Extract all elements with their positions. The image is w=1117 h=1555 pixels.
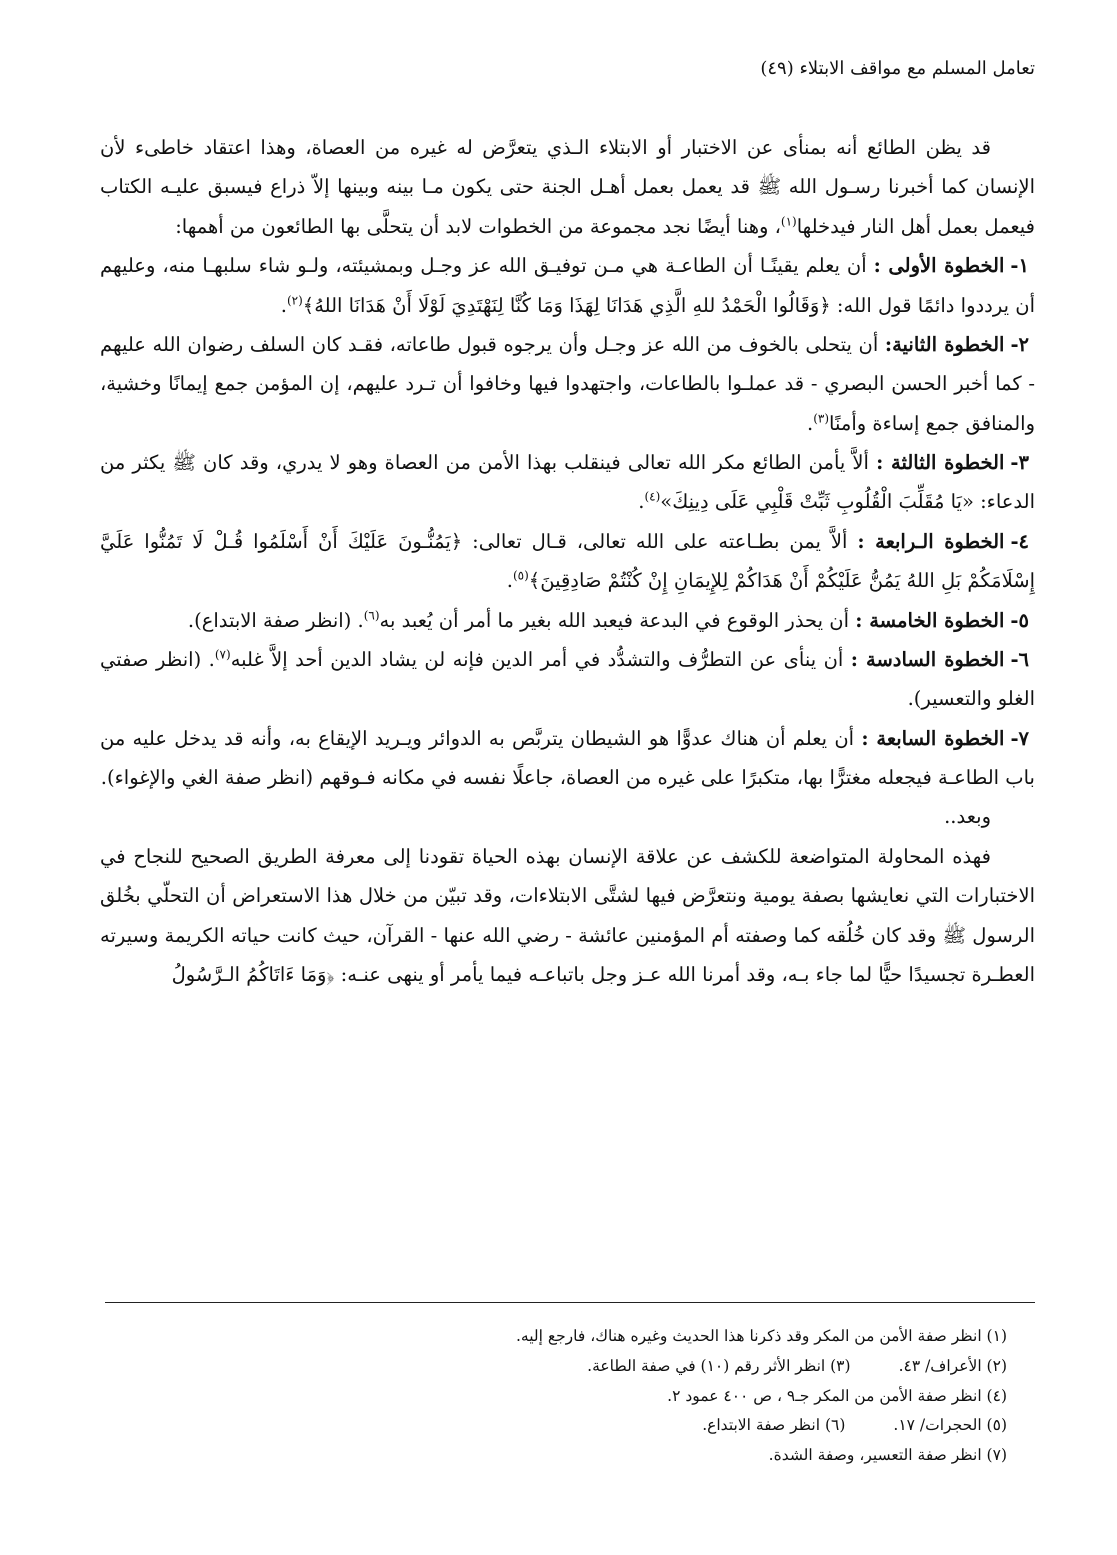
footnote-ref-5[interactable]: (٥) — [512, 568, 529, 583]
footnote-ref-1[interactable]: (١) — [780, 214, 797, 229]
footnote-7: (٧) انظر صفة التعسير، وصفة الشدة. — [768, 1446, 1007, 1464]
step-number: ٧- — [1010, 726, 1030, 750]
footnote-ref-2[interactable]: (٢) — [286, 293, 303, 307]
footnote-6: (٦) انظر صفة الابتداع. — [702, 1416, 846, 1435]
step-title: الخطوة الخامسة : — [855, 608, 1005, 632]
step-title: الخطوة الثالثة : — [876, 451, 1005, 474]
footnote-3: (٣) انظر الأثر رقم (١٠) في صفة الطاعة. — [587, 1356, 851, 1375]
footnotes — [107, 1322, 1007, 1471]
closing-paragraph: فهذه المحاولة المتواضعة للكشف عن علاقة الإنسان بهذه الحياة تقودنا إلى معرفة الطريق الصحيح للنجاح في الاختبارات التي نعايشها بصفة يومية ونتعرَّض فيها لشتَّى الابتلاءات، وقد تبيّن من خلال هذا الاستعراض أن التحلّي بخُلق الرسول ﷺ وقد كان خُلُقه كما وصفته أم المؤمنين عائشة - رضي الله عنها - القرآن، حيث كانت حياته الكريمة وسيرته العطـرة تجسيدًا حيًّا لما جاء بـه، وقد أمرنا الله عـز وجل باتباعـه فيما يأمر أو ينهى عنـه: ﴿وَمَا ءَاتَاكُمُ الـرَّسُولُ — [100, 844, 1035, 986]
step-title: الخطوة الـرابعة : — [857, 529, 1005, 553]
step-tail: . (انظر صفتي الغلو والتعسير). — [100, 647, 1035, 711]
footnote-ref-7[interactable]: (٧) — [214, 647, 231, 662]
step-number: ٦- — [1010, 647, 1030, 671]
step-1 — [100, 246, 1035, 325]
step-text: أن ينأى عن التطرُّف والتشدُّد في أمر الدين فإنه لن يشاد الدين أحد إلاَّ غلبه — [230, 647, 844, 671]
main-text — [100, 128, 1035, 994]
footnote-ref-6[interactable]: (٦) — [363, 608, 380, 622]
step-tail: . — [280, 293, 287, 317]
wa-baad-line: وبعد.. — [944, 805, 991, 829]
intro-paragraph — [100, 128, 1035, 246]
step-tail: . — [638, 490, 645, 514]
step-text: أن يحذر الوقوع في البدعة فيعبد الله بغير ما أمر أن يُعبد به — [379, 608, 850, 632]
intro-text: قد يظن الطائع أنه بمنأى عن الاختبار أو الابتلاء الـذي يتعرَّض له غيره من العصاة، وهذا اعتقاد خاطىء لأن الإنسان كما أخبرنا رسـول الله ﷺ قد يعمل بعمل أهـل الجنة حتى يكون مـا بينه وبينها إلاّ ذراع فيسبق عليـه الكتاب فيعمل بعمل أهل النار فيدخلها — [100, 136, 1035, 238]
step-3 — [100, 443, 1035, 522]
step-number: ١- — [1010, 254, 1029, 278]
step-title: الخطوة الثانية: — [884, 332, 1005, 356]
step-text: ألاَّ يمن بطـاعته على الله تعالى، قـال تعالى: ﴿يَمُنُّـونَ عَلَيْكَ أَنْ أَسْلَمُوا قُـلْ لَا تَمُنُّوا عَلَيَّ إِسْلَامَكُمْ بَلِ اللهُ يَمُنُّ عَلَيْكُمْ أَنْ هَدَاكُمْ لِلإِيمَانِ إِنْ كُنْتُمْ صَادِقِينَ﴾ — [100, 529, 1035, 593]
footnote-row-2-3 — [107, 1352, 1007, 1382]
step-tail: . — [506, 569, 513, 593]
step-number: ٥- — [1010, 608, 1029, 632]
step-number: ٣- — [1010, 451, 1029, 474]
footnote-row-5-6 — [107, 1411, 1007, 1441]
footnote-ref-4[interactable]: (٤) — [644, 489, 661, 504]
running-header: تعامل المسلم مع مواقف الابتلاء (٤٩) — [760, 58, 1035, 79]
footnote-1: (١) انظر صفة الأمن من المكر وقد ذكرنا هذا الحديث وغيره هناك، فارجع إليه. — [515, 1327, 1007, 1345]
step-text: أن يعلم يقينًـا أن الطاعـة هي مـن توفيـق الله عز وجـل وبمشيئته، ولـو شاء سلبهـا منه، وعليهم أن يرددوا دائمًا قول الله: ﴿وَقَالُوا الْحَمْدُ للهِ الَّذِي هَدَانَا لِهَذَا وَمَا كُنَّا لِنَهْتَدِيَ لَوْلَا أَنْ هَدَانَا اللهُ﴾ — [100, 254, 1035, 317]
step-5 — [100, 601, 1035, 640]
step-tail: . — [807, 411, 814, 435]
step-number: ٢- — [1010, 332, 1030, 356]
step-title: الخطوة السابعة : — [861, 726, 1005, 750]
step-7 — [100, 719, 1035, 798]
intro-tail: ، وهنا أيضًا نجد مجموعة من الخطوات لابد أن يتحلَّى بها الطائعون من أهمها: — [175, 214, 781, 238]
step-title: الخطوة السادسة : — [850, 647, 1005, 671]
footnote-2: (٢) الأعراف/ ٤٣. — [898, 1356, 1007, 1375]
step-text: ألاَّ يأمن الطائع مكر الله تعالى فينقلب بهذا الأمن من العصاة وهو لا يدري، وقد كان ﷺ يكثر من الدعاء: «يَا مُقَلِّبَ الْقُلُوبِ ثَبِّتْ قَلْبِي عَلَى دِينِكَ» — [100, 451, 1035, 514]
step-text: أن يعلم أن هناك عدوًّا هو الشيطان يتربَّص به الدوائر ويـريد الإيقاع به، وأنه قد يدخل عليه من باب الطاعـة فيجعله مغترًّا بها، متكبرًا على غيره من العصاة، جاعلًا نفسه في مكانه فـوقهم (انظر صفة الغي والإغواء). — [100, 726, 1035, 789]
footnote-5: (٥) الحجرات/ ١٧. — [893, 1416, 1007, 1435]
step-title: الخطوة الأولى : — [873, 254, 1005, 278]
footnote-ref-3[interactable]: (٣) — [813, 411, 830, 426]
step-tail: . (انظر صفة الابتداع). — [187, 608, 364, 632]
step-text: أن يتحلى بالخوف من الله عز وجـل وأن يرجوه قبول طاعاته، فقـد كان السلف رضوان الله عليهم - كما أخبر الحسن البصري - قد عملـوا بالطاعات، واجتهدوا فيها وخافوا أن تـرد عليهم، إن المؤمن جمع إيمانًا وخشية، والمنافق جمع إساءة وأمنًا — [100, 332, 1035, 435]
step-4 — [100, 522, 1035, 601]
step-2 — [100, 325, 1035, 443]
footnote-divider — [105, 1302, 1035, 1303]
step-number: ٤- — [1010, 529, 1030, 553]
footnote-4: (٤) انظر صفة الأمن من المكر جـ٩ ، ص ٤٠٠ عمود ٢. — [667, 1386, 1007, 1405]
step-6 — [100, 640, 1035, 719]
